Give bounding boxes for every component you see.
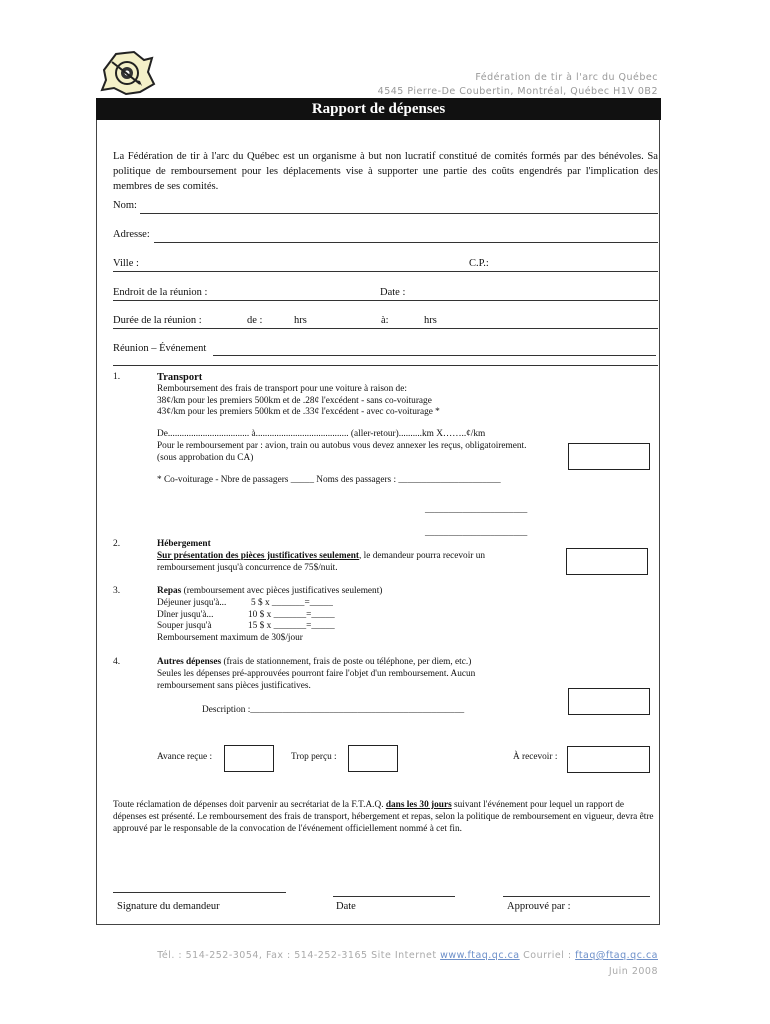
org-name: Fédération de tir à l'arc du Québec <box>475 72 658 83</box>
section-number: 1. <box>113 372 121 382</box>
autres-line: Seules les dépenses pré-approuvées pourront faire l'objet d'un remboursement. Aucun <box>157 668 476 679</box>
closing-text: suivant l'événement pour lequel un rapport de dépenses est présenté. Le remboursement des frais de transport, hébergement et repas, selon la politique de remboursement en vigueur, devra être approuvé par le responsable de la convocation de l'événement officiellement nommé à cet fin. <box>113 800 654 834</box>
nom-label: Nom: <box>113 200 137 211</box>
approval-label: Approuvé par : <box>507 901 571 912</box>
deadline-text: dans les 30 jours <box>385 800 452 810</box>
hebergement-line: remboursement jusqu'à concurrence de 75$/nuit. <box>157 562 338 573</box>
footer-courriel: Courriel : <box>519 950 576 961</box>
footer-phone: Tél. : 514-252-3054, Fax : 514-252-3165 Site Internet <box>157 950 441 961</box>
description-field[interactable]: Description :______________________________________________ <box>202 705 465 715</box>
transport-title: Transport <box>157 372 203 383</box>
federation-logo <box>96 48 158 98</box>
reunion-field[interactable] <box>213 355 656 356</box>
endroit-label: Endroit de la réunion : <box>113 287 208 298</box>
ville-label: Ville : <box>113 258 139 269</box>
avance-label: Avance reçue : <box>157 752 213 762</box>
hebergement-text: , le demandeur pourra recevoir un <box>359 550 485 561</box>
hebergement-title: Hébergement <box>157 539 211 549</box>
repas-max: Remboursement maximum de 30$/jour <box>157 633 303 644</box>
transport-line: 43¢/km pour les premiers 500km et de .33¢ l'excédent - avec co-voiturage * <box>157 407 440 418</box>
a-label: à: <box>381 315 389 326</box>
date-signature-label: Date <box>336 901 356 912</box>
repas-row-amount[interactable]: 10 $ x _______=_____ <box>248 609 335 620</box>
section-number: 4. <box>113 657 121 667</box>
trop-percu-label: Trop perçu : <box>291 752 337 762</box>
transport-amount-box[interactable] <box>568 443 650 470</box>
duree-field[interactable] <box>113 328 658 329</box>
website-link[interactable]: www.ftaq.qc.ca <box>440 950 520 961</box>
nom-field[interactable] <box>140 213 658 214</box>
transport-line: 38¢/km pour les premiers 500km et de .28¢ l'excédent - sans co-voiturage <box>157 395 432 406</box>
recevoir-box[interactable] <box>567 746 650 773</box>
hrs-label-2: hrs <box>424 315 437 326</box>
cp-label: C.P.: <box>469 258 489 269</box>
autres-title-rest: (frais de stationnement, frais de poste ou téléphone, per diem, etc.) <box>221 657 472 667</box>
signature-label: Signature du demandeur <box>117 901 220 912</box>
org-address: 4545 Pierre-De Coubertin, Montréal, Québec H1V 0B2 <box>377 86 658 97</box>
transport-note: Pour le remboursement par : avion, train ou autobus vous devez annexer les reçus, obligatoirement. <box>157 440 527 451</box>
avance-box[interactable] <box>224 745 274 772</box>
autres-section <box>157 657 577 692</box>
adresse-field[interactable] <box>154 242 658 243</box>
duree-label: Durée de la réunion : <box>113 315 202 326</box>
autres-amount-box[interactable] <box>568 688 650 715</box>
repas-row-label: Souper jusqu'à <box>157 621 212 632</box>
closing-text: Toute réclamation de dépenses doit parvenir au secrétariat de la F.T.A.Q. <box>113 800 386 810</box>
hebergement-condition: Sur présentation des pièces justificatives seulement <box>157 550 360 561</box>
footer-date: Juin 2008 <box>608 966 658 977</box>
recevoir-label: À recevoir : <box>513 752 558 762</box>
repas-row-label: Déjeuner jusqu'à... <box>157 597 227 608</box>
covoiturage-line: * Co-voiturage - Nbre de passagers _____ Noms des passagers : ______________________ <box>157 474 501 485</box>
transport-line: Remboursement des frais de transport pour une voiture à raison de: <box>157 383 407 394</box>
closing-paragraph <box>113 800 658 835</box>
section-number: 2. <box>113 539 121 549</box>
trop-percu-box[interactable] <box>348 745 398 772</box>
trip-line: De................................... à........................................ (aller-retour)..........km X……..¢/km <box>157 429 486 440</box>
ville-field[interactable] <box>113 271 658 272</box>
section-number: 3. <box>113 586 121 596</box>
approval-line[interactable] <box>503 896 650 897</box>
adresse-label: Adresse: <box>113 229 150 240</box>
repas-title: Repas <box>157 586 182 596</box>
reunion-label: Réunion – Événement <box>113 343 207 354</box>
footer-contact <box>157 950 658 961</box>
hebergement-section <box>157 539 557 574</box>
endroit-field[interactable] <box>113 300 658 301</box>
hrs-label-1: hrs <box>294 315 307 326</box>
transport-note: (sous approbation du CA) <box>157 452 254 463</box>
date-line[interactable] <box>333 896 455 897</box>
repas-row-amount[interactable]: 5 $ x _______=_____ <box>251 597 333 608</box>
autres-line: remboursement sans pièces justificatives. <box>157 680 311 691</box>
repas-row-amount[interactable]: 15 $ x _______=_____ <box>248 621 335 632</box>
intro-paragraph: La Fédération de tir à l'arc du Québec est un organisme à but non lucratif constitué de comités formés par des bénévoles. Sa politique de remboursement pour les déplacements vise à supporter une partie des coûts engendrés par l'implication des membres de ses comités. <box>113 151 658 192</box>
passenger-names-line[interactable]: ______________________ <box>425 505 528 515</box>
de-label: de : <box>247 315 263 326</box>
hebergement-amount-box[interactable] <box>566 548 648 575</box>
autres-title: Autres dépenses <box>157 657 222 667</box>
page-title: Rapport de dépenses <box>96 98 661 120</box>
date-label: Date : <box>380 287 406 298</box>
divider <box>113 365 658 366</box>
email-link[interactable]: ftaq@ftaq.qc.ca <box>575 950 658 961</box>
signature-line[interactable] <box>113 892 286 893</box>
repas-row-label: Dîner jusqu'à... <box>157 609 214 620</box>
repas-title-rest: (remboursement avec pièces justificatives seulement) <box>181 586 383 596</box>
repas-section <box>157 586 557 645</box>
passenger-names-line[interactable]: ______________________ <box>425 528 528 538</box>
